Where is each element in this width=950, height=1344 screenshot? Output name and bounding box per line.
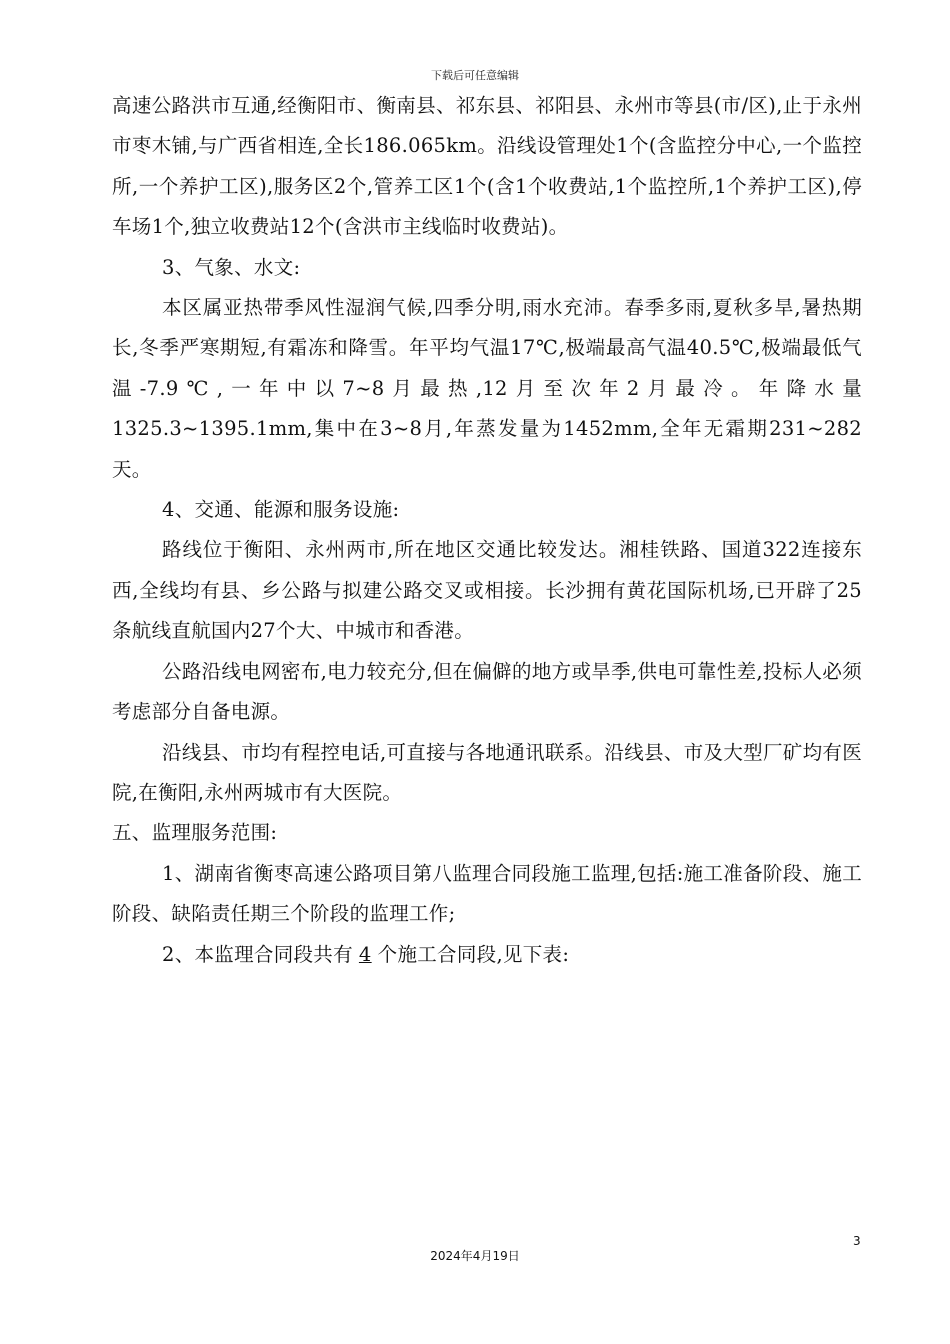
page-header: 下载后可任意编辑 [431,69,519,82]
paragraph-power: 公路沿线电网密布,电力较充分,但在偏僻的地方或旱季,供电可靠性差,投标人必须考虑部分自备电源。 [112,659,862,724]
paragraph-scope-1: 1、湖南省衡枣高速公路项目第八监理合同段施工监理,包括:施工准备阶段、施工阶段、缺陷责任期三个阶段的监理工作; [112,861,862,926]
body-text [112,86,862,975]
paragraph-transport: 路线位于衡阳、永州两市,所在地区交通比较发达。湘桂铁路、国道322连接东西,全线均有县、乡公路与拟建公路交叉或相接。长沙拥有黄花国际机场,已开辟了25条航线直航国内27个大、中城市和香港。 [112,538,862,643]
scope-2-before: 2、本监理合同段共有 [162,942,353,966]
scope-2-after: 个施工合同段,见下表: [377,942,570,966]
paragraph-telecom: 沿线县、市均有程控电话,可直接与各地通讯联系。沿线县、市及大型厂矿均有医院,在衡阳,永州两城市有大医院。 [112,740,862,804]
page-number: 3 [853,1234,861,1248]
heading-scope: 五、监理服务范围: [112,821,278,845]
contract-count: 4 [358,942,372,966]
paragraph-1: 高速公路洪市互通,经衡阳市、衡南县、祁东县、祁阳县、永州市等县(市/区),止于永州市枣木铺,与广西省相连,全长186.065km。沿线设管理处1个(含监控分中心,一个监控所,一个养护工区),服务区2个,管养工区1个(含1个收费站,1个监控所,1个养护工区),停车场1个,独立收费站12个(含洪市主线临时收费站)。 [112,94,862,239]
paragraph-scope-2 [112,935,862,975]
heading-meteorology: 3、气象、水文: [162,255,301,279]
paragraph-climate: 本区属亚热带季风性湿润气候,四季分明,雨水充沛。春季多雨,夏秋多旱,暑热期长,冬季严寒期短,有霜冻和降雪。年平均气温17℃,极端最高气温40.5℃,极端最低气温-7.9℃,一年中以7~8月最热,12月至次年2月最冷。年降水量1325.3~1395.1mm,集中在3~8月,年蒸发量为1452mm,全年无霜期231~282天。 [112,296,862,481]
heading-transport: 4、交通、能源和服务设施: [162,498,400,522]
page-footer-date: 2024年4月19日 [430,1249,520,1263]
